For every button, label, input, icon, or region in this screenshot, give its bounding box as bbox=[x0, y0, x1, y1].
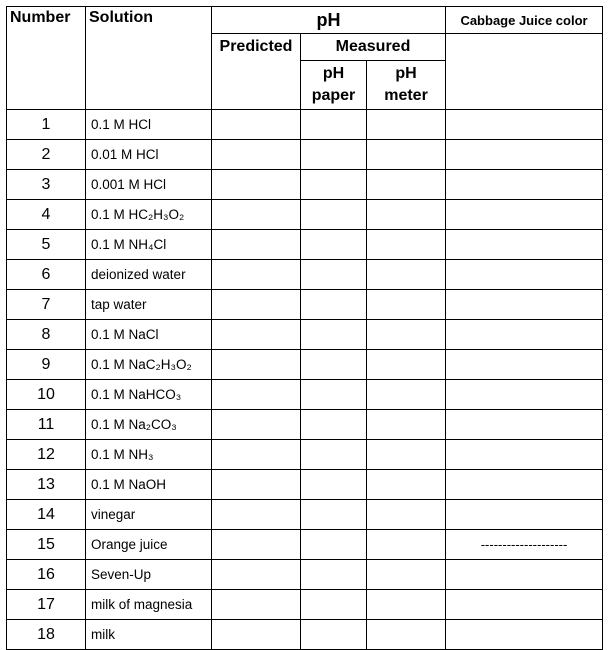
row-number: 5 bbox=[7, 230, 86, 260]
predicted-cell bbox=[212, 200, 301, 230]
table-row bbox=[7, 200, 603, 230]
cabbage-color-cell bbox=[446, 230, 603, 260]
ph-meter-cell bbox=[367, 320, 446, 350]
cabbage-color-cell bbox=[446, 350, 603, 380]
predicted-cell bbox=[212, 620, 301, 650]
row-solution: 0.1 M NaOH bbox=[86, 470, 212, 500]
ph-meter-cell bbox=[367, 440, 446, 470]
ph-meter-cell bbox=[367, 140, 446, 170]
ph-meter-cell bbox=[367, 200, 446, 230]
predicted-header-label: Predicted bbox=[219, 38, 293, 55]
predicted-header bbox=[212, 34, 301, 110]
solution-header-label: Solution bbox=[89, 9, 153, 26]
table-row bbox=[7, 320, 603, 350]
cabbage-color-cell bbox=[446, 500, 603, 530]
ph-meter-cell bbox=[367, 350, 446, 380]
cabbage-color-cell bbox=[446, 170, 603, 200]
row-solution: 0.01 M HCl bbox=[86, 140, 212, 170]
table-row bbox=[7, 230, 603, 260]
row-number: 2 bbox=[7, 140, 86, 170]
cabbage-color-cell bbox=[446, 590, 603, 620]
table-row bbox=[7, 410, 603, 440]
row-number: 4 bbox=[7, 200, 86, 230]
row-number: 16 bbox=[7, 560, 86, 590]
ph-paper-cell bbox=[301, 530, 367, 560]
predicted-cell bbox=[212, 260, 301, 290]
table-row bbox=[7, 590, 603, 620]
row-solution: 0.1 M NH₃ bbox=[86, 440, 212, 470]
solution-header bbox=[86, 7, 212, 110]
ph-paper-cell bbox=[301, 140, 367, 170]
ph-meter-cell bbox=[367, 500, 446, 530]
row-number: 6 bbox=[7, 260, 86, 290]
ph-paper-cell bbox=[301, 590, 367, 620]
cabbage-color-cell bbox=[446, 260, 603, 290]
ph-paper-cell bbox=[301, 410, 367, 440]
predicted-cell bbox=[212, 170, 301, 200]
ph-paper-cell bbox=[301, 290, 367, 320]
row-solution: deionized water bbox=[86, 260, 212, 290]
ph-paper-cell bbox=[301, 440, 367, 470]
cabbage-color-cell bbox=[446, 620, 603, 650]
ph-meter-cell bbox=[367, 560, 446, 590]
cabbage-color-cell bbox=[446, 140, 603, 170]
row-number: 17 bbox=[7, 590, 86, 620]
cabbage-color-cell bbox=[446, 380, 603, 410]
row-solution: 0.1 M NaCl bbox=[86, 320, 212, 350]
ph-paper-cell bbox=[301, 230, 367, 260]
row-number: 14 bbox=[7, 500, 86, 530]
row-number: 8 bbox=[7, 320, 86, 350]
ph-header bbox=[212, 7, 446, 34]
row-solution: 0.1 M HC₂H₃O₂ bbox=[86, 200, 212, 230]
row-solution: 0.001 M HCl bbox=[86, 170, 212, 200]
ph-meter-header bbox=[367, 61, 446, 110]
row-number: 1 bbox=[7, 110, 86, 140]
ph-meter-cell bbox=[367, 170, 446, 200]
row-solution: 0.1 M NH₄Cl bbox=[86, 230, 212, 260]
ph-paper-cell bbox=[301, 560, 367, 590]
ph-meter-cell bbox=[367, 110, 446, 140]
row-number: 3 bbox=[7, 170, 86, 200]
ph-meter-cell bbox=[367, 530, 446, 560]
row-number: 18 bbox=[7, 620, 86, 650]
ph-paper-cell bbox=[301, 320, 367, 350]
ph-paper-cell bbox=[301, 260, 367, 290]
cabbage-header-label: Cabbage Juice color bbox=[460, 12, 588, 28]
row-number: 13 bbox=[7, 470, 86, 500]
row-solution: milk of magnesia bbox=[86, 590, 212, 620]
table-row bbox=[7, 170, 603, 200]
row-number: 9 bbox=[7, 350, 86, 380]
table-row bbox=[7, 560, 603, 590]
number-header bbox=[7, 7, 86, 110]
row-solution: 0.1 M Na₂CO₃ bbox=[86, 410, 212, 440]
ph-meter-cell bbox=[367, 470, 446, 500]
cabbage-color-cell bbox=[446, 470, 603, 500]
ph-paper-cell bbox=[301, 170, 367, 200]
predicted-cell bbox=[212, 560, 301, 590]
row-solution: Seven-Up bbox=[86, 560, 212, 590]
ph-meter-line1: pH bbox=[395, 65, 417, 82]
cabbage-header-blank bbox=[446, 34, 603, 110]
ph-paper-cell bbox=[301, 350, 367, 380]
number-header-label: Number bbox=[10, 9, 71, 26]
table-row bbox=[7, 530, 603, 560]
ph-meter-cell bbox=[367, 620, 446, 650]
cabbage-color-cell bbox=[446, 560, 603, 590]
header-row-top bbox=[7, 7, 603, 34]
ph-meter-cell bbox=[367, 290, 446, 320]
cabbage-color-cell bbox=[446, 110, 603, 140]
predicted-cell bbox=[212, 470, 301, 500]
row-number: 12 bbox=[7, 440, 86, 470]
ph-meter-cell bbox=[367, 260, 446, 290]
ph-paper-cell bbox=[301, 380, 367, 410]
measured-header bbox=[301, 34, 446, 61]
predicted-cell bbox=[212, 410, 301, 440]
predicted-cell bbox=[212, 500, 301, 530]
row-number: 10 bbox=[7, 380, 86, 410]
row-number: 15 bbox=[7, 530, 86, 560]
ph-meter-cell bbox=[367, 410, 446, 440]
row-solution: tap water bbox=[86, 290, 212, 320]
table-row bbox=[7, 470, 603, 500]
ph-data-table bbox=[6, 6, 603, 650]
cabbage-color-cell bbox=[446, 440, 603, 470]
predicted-cell bbox=[212, 320, 301, 350]
table-row bbox=[7, 440, 603, 470]
row-solution: milk bbox=[86, 620, 212, 650]
cabbage-header bbox=[446, 7, 603, 34]
table-row bbox=[7, 110, 603, 140]
ph-paper-cell bbox=[301, 110, 367, 140]
predicted-cell bbox=[212, 350, 301, 380]
table-row bbox=[7, 620, 603, 650]
predicted-cell bbox=[212, 590, 301, 620]
ph-paper-header bbox=[301, 61, 367, 110]
ph-header-label: pH bbox=[316, 9, 341, 30]
ph-paper-cell bbox=[301, 500, 367, 530]
cabbage-color-cell bbox=[446, 410, 603, 440]
ph-paper-cell bbox=[301, 200, 367, 230]
cabbage-color-cell bbox=[446, 290, 603, 320]
predicted-cell bbox=[212, 530, 301, 560]
cabbage-color-cell: -------------------- bbox=[446, 530, 603, 560]
predicted-cell bbox=[212, 230, 301, 260]
row-number: 11 bbox=[7, 410, 86, 440]
row-number: 7 bbox=[7, 290, 86, 320]
row-solution: 0.1 M HCl bbox=[86, 110, 212, 140]
measured-header-label: Measured bbox=[335, 38, 411, 55]
predicted-cell bbox=[212, 290, 301, 320]
ph-meter-line2: meter bbox=[384, 87, 428, 104]
ph-meter-cell bbox=[367, 380, 446, 410]
row-solution: vinegar bbox=[86, 500, 212, 530]
row-solution: 0.1 M NaHCO₃ bbox=[86, 380, 212, 410]
cabbage-color-cell bbox=[446, 200, 603, 230]
predicted-cell bbox=[212, 380, 301, 410]
predicted-cell bbox=[212, 110, 301, 140]
ph-paper-line2: paper bbox=[311, 87, 356, 104]
table-row bbox=[7, 260, 603, 290]
row-solution: Orange juice bbox=[86, 530, 212, 560]
ph-paper-line1: pH bbox=[322, 65, 345, 82]
ph-meter-cell bbox=[367, 230, 446, 260]
table-row bbox=[7, 500, 603, 530]
table-row bbox=[7, 290, 603, 320]
ph-meter-cell bbox=[367, 590, 446, 620]
table-row bbox=[7, 350, 603, 380]
table-row bbox=[7, 380, 603, 410]
cabbage-color-cell bbox=[446, 320, 603, 350]
ph-paper-cell bbox=[301, 620, 367, 650]
predicted-cell bbox=[212, 140, 301, 170]
predicted-cell bbox=[212, 440, 301, 470]
ph-paper-cell bbox=[301, 470, 367, 500]
row-solution: 0.1 M NaC₂H₃O₂ bbox=[86, 350, 212, 380]
table-row bbox=[7, 140, 603, 170]
